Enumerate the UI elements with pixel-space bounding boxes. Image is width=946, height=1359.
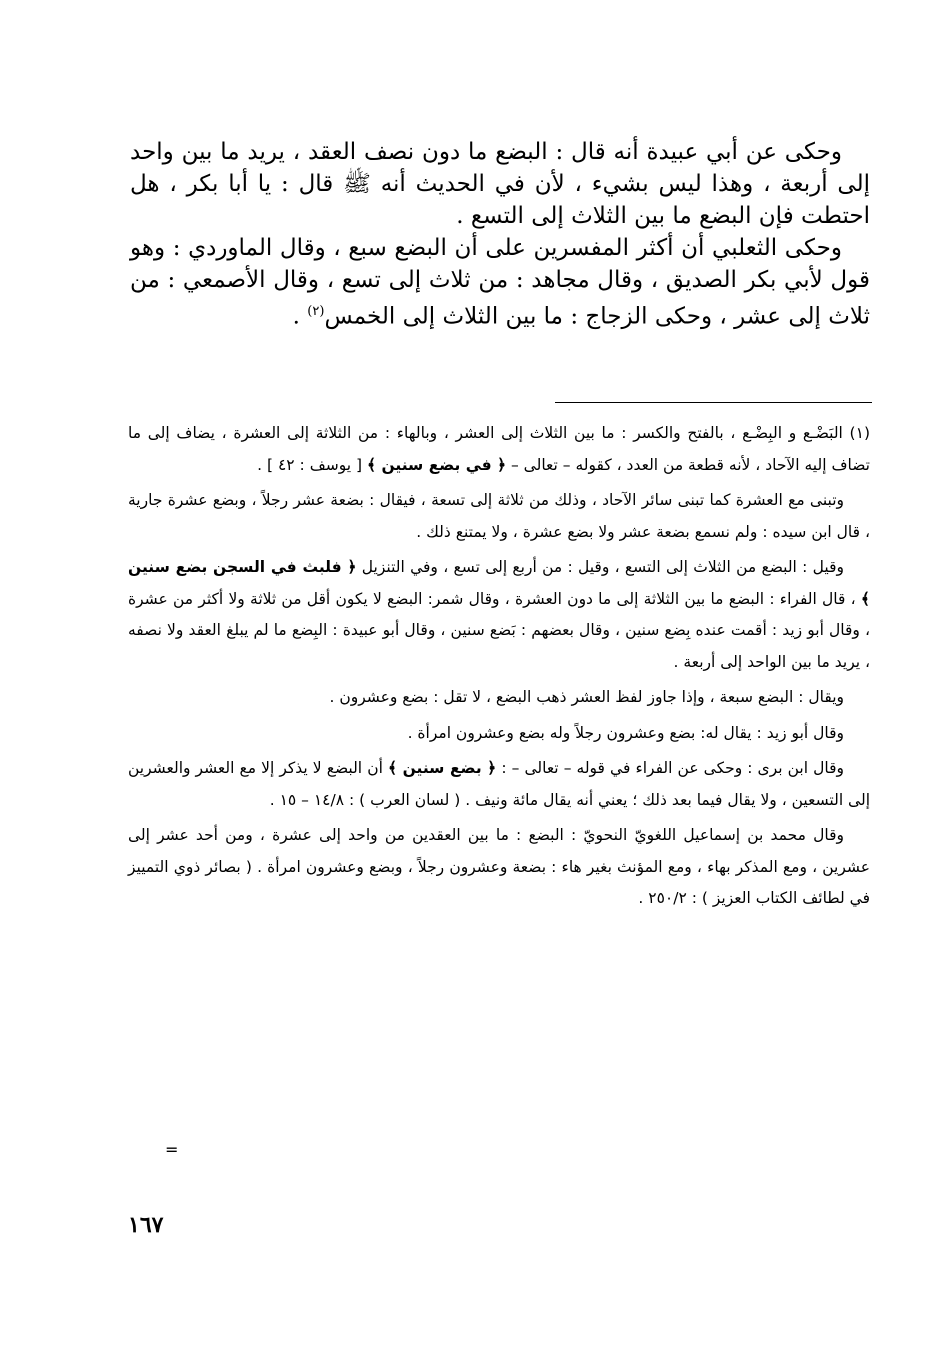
footnote-paragraph-5: وقال أبو زيد : يقال له: بضع وعشرون رجلاً وله بضع وعشرون امرأة . [407, 723, 844, 742]
footnote-paragraph-2: وتبنى مع العشرة كما تبنى سائر الآحاد ، وذلك من ثلاثة إلى تسعة ، فيقال : بضعة عشر رجلاً ، وبضع عشرة جارية ، قال ابن سيده : ولم نسمع بضعة عشر ولا بضع عشرة ، ولا يمتنع ذلك . [128, 491, 870, 541]
footnote-6-text-a: وقال ابن برى : وحكى عن الفراء في قوله – تعالى – : [496, 759, 844, 777]
main-text [130, 136, 870, 333]
footnote-1-text-a: (١) البَضْـع و البِضْـع ، بالفتح والكسر : ما بين الثلاث إلى العشر ، وبالهاء : من الثلاثة إلى العشرة ، يضاف إلى ما تضاف إليه الآحاد ، لأنه قطعة من العدد ، كقوله – تعالى – [128, 424, 870, 474]
paragraph-2-text: وحكى الثعلبي أن أكثر المفسرين على أن البضع سبع ، وقال الماوردي : وهو قول لأبي بكر الصديق ، وقال مجاهد : من ثلاث إلى تسع ، وقال الأصمعي : من ثلاث إلى عشر ، وحكى الزجاج : ما بين الثلاث إلى الخمس [130, 235, 870, 330]
footnote-1-text-b: [ يوسف : ٤٢ ] . [257, 455, 367, 474]
footnote-6-text-b: أن البضع لا يذكر إلا مع العشر والعشرين إلى التسعين ، ولا يقال فيما بعد ذلك ؛ يعني أنه يقال مائة ونيف . ( لسان العرب ) : ١٤/٨ – ١٥ . [128, 759, 870, 809]
footnote-3-text-a: وقيل : البضع من الثلاث إلى التسع ، وقيل : من أربع إلى تسع ، وفي التنزيل [356, 558, 844, 576]
footnote-3-quran: ﴿ فلبث في السجن بضع سنين ﴾ [128, 558, 870, 608]
footnote-3-text-b: ، قال الفراء : البضع ما بين الثلاثة إلى ما دون العشرة ، وقال شمر: البضع لا يكون أقل من ثلاثة ولا أكثر من عشرة ، وقال أبو زيد : أقمت عنده بِضع سنين ، وقال بعضهم : بَضع سنين ، وقال أبو عبيدة : البِضع ما لم يبلغ العقد ولا نصفه ، يريد ما بين الواحد إلى أربعة . [128, 589, 870, 671]
page-number: ١٦٧ [128, 1212, 164, 1238]
paragraph-2 [130, 232, 870, 333]
footnote-1 [128, 418, 870, 481]
paragraph-1: وحكى عن أبي عبيدة أنه قال : البضع ما دون نصف العقد ، يريد ما بين واحد إلى أربعة ، وهذا ليس بشيء ، لأن في الحديث أنه ﷺ قال : يا أبا بكر ، هل احتطت فإن البضع ما بين الثلاث إلى التسع . [130, 139, 871, 229]
footnote-paragraph-6 [128, 753, 870, 816]
footnote-paragraph-3 [128, 552, 870, 678]
footnotes [128, 418, 870, 919]
footnote-paragraph-4: ويقال : البضع سبعة ، وإذا جاوز لفظ العشر ذهب البضع ، لا تقل : بضع وعشرون . [329, 688, 844, 706]
footnote-6-quran: ﴿ بضع سنين ﴾ [387, 759, 497, 777]
paragraph-2-end: . [292, 303, 308, 330]
footnote-paragraph-7: وقال محمد بن إسماعيل اللغويّ النحويّ : البضع : ما بين العقدين من واحد إلى عشرة ، ومن أحد عشر إلى عشرين ، ومع المذكر بهاء ، ومع المؤنث بغير هاء : بضعة وعشرون رجلاً ، وبضع وعشرون امرأة . ( بصائر ذوي التمييز في لطائف الكتاب العزيز ) : ٢٥٠/٢ . [128, 826, 870, 907]
footnote-separator [555, 402, 872, 403]
continuation-mark: = [165, 1140, 179, 1159]
footnote-1-quran: ﴿ في بضع سنين ﴾ [366, 455, 507, 474]
footnote-reference: (٢) [307, 304, 325, 319]
